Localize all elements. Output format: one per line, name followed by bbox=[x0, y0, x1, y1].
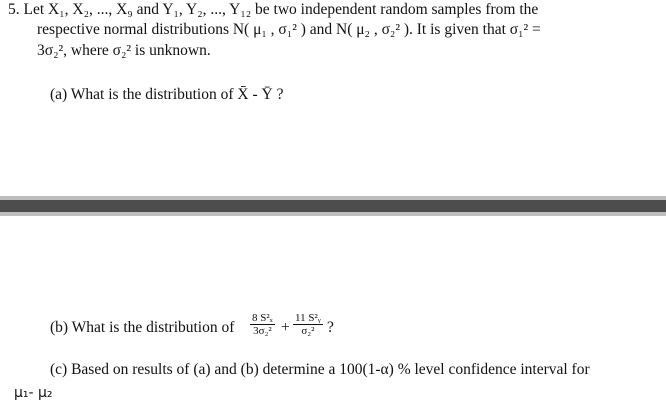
part-c-question: (c) Based on results of (a) and (b) determine a 100(1-α) % level confidence interval for bbox=[50, 361, 590, 378]
part-c-target: μ₁- μ₂ bbox=[14, 385, 53, 401]
problem-line-1: 5. Let X₁, X₂, ..., X₉ and Y₁, Y₂, ..., Y₁₂ be two independent random samples from the bbox=[8, 1, 539, 18]
problem-line-2: respective normal distributions N( μ₁ , σ₁² ) and N( μ₂ , σ₂² ). It is given that σ₁² = bbox=[37, 21, 541, 38]
fraction-1-denominator: 3σ₂² bbox=[253, 325, 272, 337]
fraction-1 bbox=[250, 312, 275, 337]
question-mark: ? bbox=[327, 319, 334, 336]
fraction-1-numerator: 8 S²ₓ bbox=[252, 312, 273, 324]
divider-band-inner bbox=[0, 200, 666, 212]
part-b-prefix: (b) What is the distribution of bbox=[50, 319, 235, 336]
plus-sign: + bbox=[281, 319, 290, 336]
fraction-2-denominator: σ₂² bbox=[301, 325, 315, 337]
problem-line-3: 3σ₂², where σ₂² is unknown. bbox=[37, 42, 211, 59]
fraction-2 bbox=[293, 312, 323, 337]
part-a-question: (a) What is the distribution of X̄ - Ȳ ? bbox=[50, 86, 284, 103]
divider-band bbox=[0, 196, 666, 216]
fraction-2-numerator: 11 S²ᵧ bbox=[295, 312, 321, 324]
